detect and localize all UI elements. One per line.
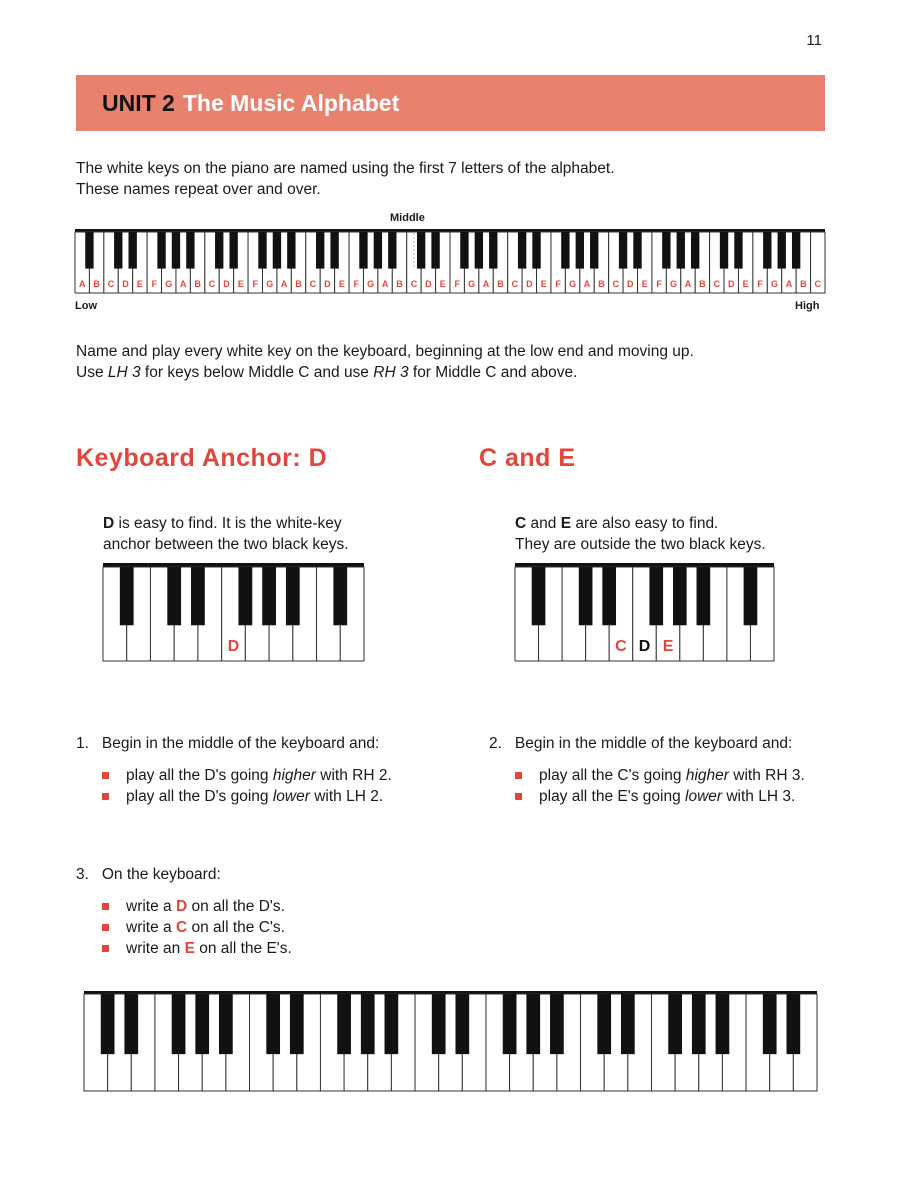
black-key: [129, 232, 137, 269]
key-letter-label: F: [757, 279, 763, 289]
black-key: [262, 567, 276, 625]
black-key: [561, 232, 569, 269]
key-letter-label: C: [511, 279, 519, 289]
unit-banner: [76, 75, 825, 131]
list-item: play all the D's going lower with LH 2.: [100, 786, 392, 807]
anchor-d-title: Keyboard Anchor: D: [76, 444, 328, 472]
black-key: [385, 994, 399, 1054]
black-key: [532, 567, 546, 625]
anchor-d-bold: D: [103, 515, 115, 532]
keyboard-top-bar: [515, 563, 774, 567]
key-letter-label: E: [338, 279, 345, 289]
black-key: [792, 232, 800, 269]
list-item: play all the C's going higher with RH 3.: [513, 765, 805, 786]
exercise-1-list: [100, 765, 392, 807]
key-letter-label: A: [583, 279, 591, 289]
exercise-2: [489, 733, 805, 807]
key-letter-label: D: [425, 279, 432, 289]
key-letter-label: C: [713, 279, 721, 289]
exercise-3-number: 3.: [76, 866, 89, 883]
key-letter-label: B: [598, 279, 605, 289]
key-letter-label: G: [771, 279, 779, 289]
instructions-line-1: Name and play every white key on the keyboard, beginning at the low end and moving up.: [76, 343, 694, 360]
black-key: [191, 567, 205, 625]
key-letter-label: A: [78, 279, 86, 289]
instructions: [76, 341, 694, 383]
key-letter-label: E: [742, 279, 749, 289]
black-key: [763, 232, 771, 269]
list-item: play all the D's going higher with RH 2.: [100, 765, 392, 786]
black-key: [489, 232, 497, 269]
key-letter-label: D: [627, 279, 634, 289]
black-key: [619, 232, 627, 269]
black-key: [361, 994, 375, 1054]
key-letter-label: E: [662, 638, 674, 655]
key-letter-label: E: [237, 279, 244, 289]
key-letter-label: D: [227, 638, 240, 655]
black-key: [238, 567, 252, 625]
key-letter-label: D: [638, 638, 651, 655]
black-key: [290, 994, 304, 1054]
black-key: [101, 994, 115, 1054]
key-letter-label: B: [194, 279, 201, 289]
black-key: [266, 994, 280, 1054]
key-letter-label: C: [107, 279, 115, 289]
black-key: [431, 232, 439, 269]
key-letter-label: F: [353, 279, 359, 289]
ce-and: and: [526, 515, 561, 532]
key-letter-label: E: [136, 279, 143, 289]
anchor-d-desc-line-2: anchor between the two black keys.: [103, 536, 349, 553]
exercise-1-heading: [76, 733, 392, 754]
anchor-d-desc-line-1: [103, 513, 349, 534]
black-key: [273, 232, 281, 269]
key-letter-label: G: [165, 279, 173, 289]
middle-label: Middle: [390, 212, 425, 224]
key-letter-label: C: [814, 279, 822, 289]
black-key: [532, 232, 540, 269]
exercise-3-heading: [76, 864, 292, 885]
ce-c-bold: C: [515, 515, 527, 532]
exercise-2-heading: [489, 733, 805, 754]
instr-use: Use: [76, 364, 108, 381]
black-key: [677, 232, 685, 269]
keyboard-top-bar: [103, 563, 364, 567]
black-key: [526, 994, 540, 1054]
bullet-square-icon: [102, 945, 109, 952]
key-letter-label: F: [252, 279, 259, 289]
exercise-3-list: [100, 896, 292, 959]
list-item: write a D on all the D's.: [100, 896, 292, 917]
key-letter-label: F: [454, 279, 460, 289]
bullet-square-icon: [102, 924, 109, 931]
black-key: [229, 232, 237, 269]
black-key: [359, 232, 367, 269]
key-letter-label: C: [309, 279, 317, 289]
key-letter-label: C: [615, 638, 627, 655]
black-key: [649, 567, 663, 625]
black-key: [579, 567, 593, 625]
black-key: [287, 232, 295, 269]
black-key: [621, 994, 635, 1054]
exercise-3: [76, 864, 292, 959]
black-key: [744, 567, 758, 625]
key-letter-label: G: [670, 279, 678, 289]
black-key: [662, 232, 670, 269]
key-letter-label: A: [785, 279, 793, 289]
c-and-e-keyboard: [515, 563, 774, 661]
black-key: [633, 232, 641, 269]
key-letter-label: C: [208, 279, 216, 289]
instr-end: for Middle C and above.: [408, 364, 578, 381]
black-key: [716, 994, 730, 1054]
black-key: [85, 232, 93, 269]
key-letter-label: B: [93, 279, 100, 289]
main-keyboard: [75, 229, 825, 293]
page-number: 11: [806, 32, 822, 49]
intro-line-2: These names repeat over and over.: [76, 181, 321, 198]
black-key: [597, 994, 611, 1054]
instr-rh3: RH 3: [373, 364, 409, 381]
black-key: [460, 232, 468, 269]
black-key: [503, 994, 517, 1054]
black-key: [668, 994, 682, 1054]
black-key: [374, 232, 382, 269]
black-key: [337, 994, 351, 1054]
anchor-d-desc: [103, 513, 349, 555]
intro-line-1: The white keys on the piano are named using the first 7 letters of the alphabet.: [76, 160, 615, 177]
key-letter-label: F: [656, 279, 662, 289]
black-key: [550, 994, 564, 1054]
exercise-3-text: On the keyboard:: [101, 866, 221, 883]
key-letter-label: G: [266, 279, 274, 289]
key-letter-label: G: [367, 279, 375, 289]
black-key: [786, 994, 800, 1054]
bullet-square-icon: [515, 793, 522, 800]
black-key: [778, 232, 786, 269]
key-letter-label: G: [468, 279, 476, 289]
c-and-e-desc-line-2: They are outside the two black keys.: [515, 536, 766, 553]
ce-e-bold: E: [560, 515, 572, 532]
black-key: [157, 232, 165, 269]
high-label: High: [795, 300, 820, 312]
list-item: write a C on all the C's.: [100, 917, 292, 938]
black-key: [692, 994, 706, 1054]
black-key: [576, 232, 584, 269]
black-key: [286, 567, 300, 625]
black-key: [330, 232, 338, 269]
key-letter-label: F: [555, 279, 561, 289]
key-letter-label: A: [179, 279, 187, 289]
ce-rest: are also easy to find.: [571, 515, 719, 532]
black-key: [518, 232, 526, 269]
c-and-e-desc: [515, 513, 766, 555]
bullet-square-icon: [515, 772, 522, 779]
unit-title: The Music Alphabet: [182, 89, 400, 116]
black-key: [734, 232, 742, 269]
anchor-d-rest: is easy to find. It is the white-key: [114, 515, 342, 532]
key-letter-label: E: [540, 279, 547, 289]
key-letter-label: E: [439, 279, 446, 289]
key-letter-label: E: [641, 279, 648, 289]
black-key: [475, 232, 483, 269]
intro-text: [76, 158, 615, 200]
unit-label: UNIT 2: [102, 89, 175, 116]
black-key: [590, 232, 598, 269]
black-key: [114, 232, 122, 269]
exercise-2-list: [513, 765, 805, 807]
exercise-1: [76, 733, 392, 807]
key-letter-label: D: [526, 279, 533, 289]
exercise-1-number: 1.: [76, 735, 89, 752]
key-letter-label: C: [612, 279, 620, 289]
black-key: [697, 567, 711, 625]
exercise-1-text: Begin in the middle of the keyboard and:: [101, 735, 380, 752]
black-key: [215, 232, 223, 269]
low-label: Low: [75, 300, 97, 312]
bullet-square-icon: [102, 793, 109, 800]
exercise-2-text: Begin in the middle of the keyboard and:: [514, 735, 793, 752]
instr-mid: for keys below Middle C and use: [140, 364, 374, 381]
black-key: [720, 232, 728, 269]
black-key: [432, 994, 446, 1054]
key-letter-label: B: [497, 279, 504, 289]
key-letter-label: D: [223, 279, 230, 289]
black-key: [455, 994, 469, 1054]
black-key: [186, 232, 194, 269]
key-letter-label: A: [684, 279, 692, 289]
bullet-square-icon: [102, 772, 109, 779]
key-letter-label: A: [381, 279, 389, 289]
anchor-d-keyboard: [103, 563, 364, 661]
list-item: play all the E's going lower with LH 3.: [513, 786, 805, 807]
key-letter-label: D: [324, 279, 331, 289]
black-key: [417, 232, 425, 269]
key-letter-label: D: [728, 279, 735, 289]
black-key: [120, 567, 134, 625]
black-key: [195, 994, 209, 1054]
black-key: [219, 994, 233, 1054]
bullet-square-icon: [102, 903, 109, 910]
black-key: [316, 232, 324, 269]
key-letter-label: A: [280, 279, 288, 289]
black-key: [602, 567, 616, 625]
black-key: [388, 232, 396, 269]
black-key: [333, 567, 347, 625]
key-letter-label: C: [410, 279, 418, 289]
instructions-line-2: [76, 362, 694, 383]
black-key: [124, 994, 138, 1054]
instr-lh3: LH 3: [107, 364, 141, 381]
key-letter-label: A: [482, 279, 490, 289]
black-key: [258, 232, 266, 269]
bottom-keyboard: [84, 991, 817, 1091]
key-letter-label: B: [295, 279, 302, 289]
c-and-e-desc-line-1: [515, 513, 766, 534]
c-and-e-title: C and E: [479, 444, 576, 472]
exercise-2-number: 2.: [489, 735, 502, 752]
key-letter-label: D: [122, 279, 129, 289]
key-letter-label: B: [396, 279, 403, 289]
black-key: [167, 567, 181, 625]
key-letter-label: F: [151, 279, 158, 289]
black-key: [763, 994, 777, 1054]
key-letter-label: B: [800, 279, 807, 289]
key-letter-label: B: [699, 279, 706, 289]
black-key: [673, 567, 687, 625]
key-letter-label: G: [569, 279, 577, 289]
black-key: [172, 232, 180, 269]
black-key: [172, 994, 186, 1054]
list-item: write an E on all the E's.: [100, 938, 292, 959]
black-key: [691, 232, 699, 269]
